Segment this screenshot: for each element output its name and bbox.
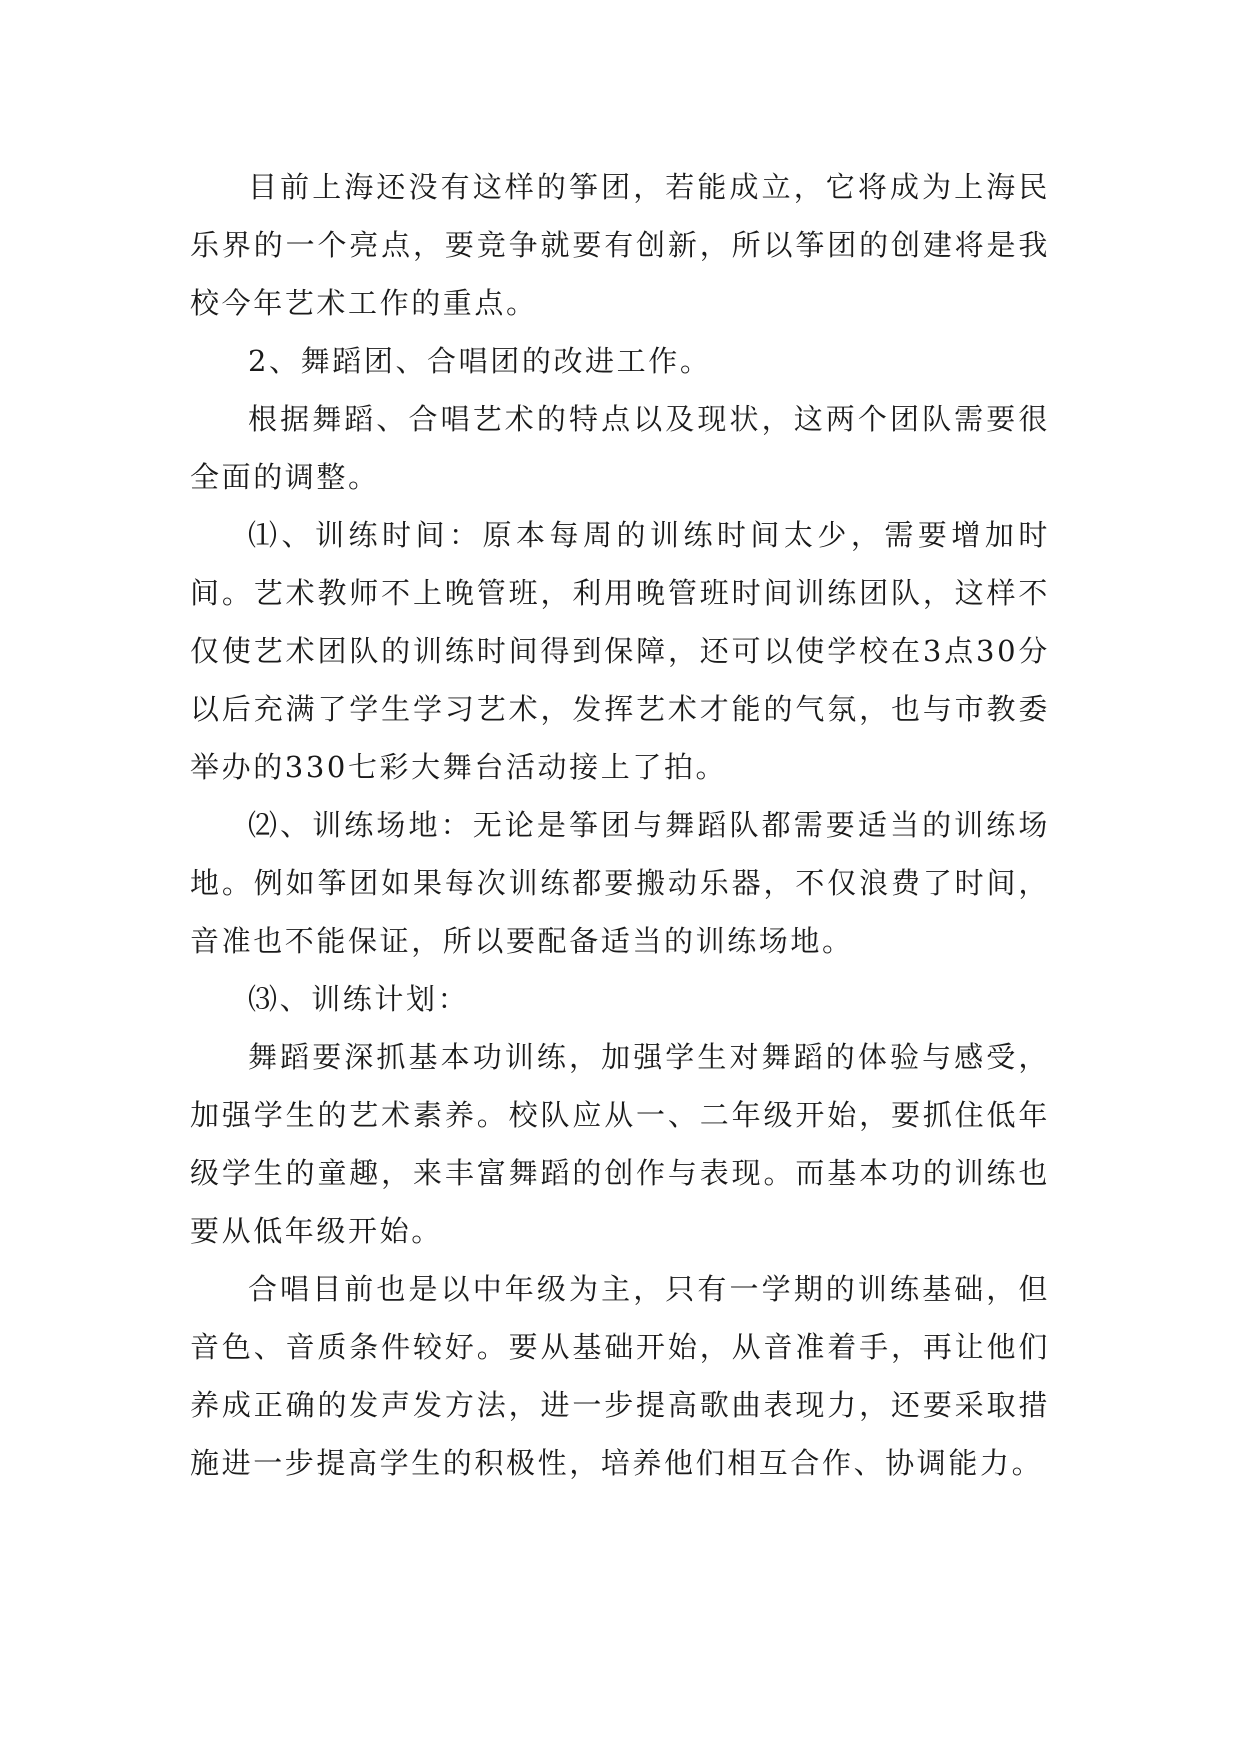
paragraph-2: 2、舞蹈团、合唱团的改进工作。 <box>248 344 712 378</box>
paragraph-5: ⑵、训练场地：无论是筝团与舞蹈队都需要适当的训练场地。例如筝团如果每次训练都要搬动乐器，不仅浪费了时间，音准也不能保证，所以要配备适当的训练场地。 <box>190 808 1050 958</box>
document-body <box>190 158 1050 1492</box>
paragraph-3: 根据舞蹈、合唱艺术的特点以及现状，这两个团队需要很全面的调整。 <box>190 402 1050 494</box>
paragraph-7: 舞蹈要深抓基本功训练，加强学生对舞蹈的体验与感受，加强学生的艺术素养。校队应从一、二年级开始，要抓住低年级学生的童趣，来丰富舞蹈的创作与表现。而基本功的训练也要从低年级开始。 <box>190 1040 1050 1248</box>
paragraph-8: 合唱目前也是以中年级为主，只有一学期的训练基础，但音色、音质条件较好。要从基础开始，从音准着手，再让他们养成正确的发声发方法，进一步提高歌曲表现力，还要采取措施进一步提高学生的积极性，培养他们相互合作、协调能力。 <box>190 1272 1050 1480</box>
paragraph-6: ⑶、训练计划： <box>248 982 470 1016</box>
paragraph-4: ⑴、训练时间：原本每周的训练时间太少，需要增加时间。艺术教师不上晚管班，利用晚管班时间训练团队，这样不仅使艺术团队的训练时间得到保障，还可以使学校在3点30分以后充满了学生学习艺术，发挥艺术才能的气氛，也与市教委举办的330七彩大舞台活动接上了拍。 <box>190 518 1050 784</box>
paragraph-1: 目前上海还没有这样的筝团，若能成立，它将成为上海民乐界的一个亮点，要竞争就要有创新，所以筝团的创建将是我校今年艺术工作的重点。 <box>190 170 1050 320</box>
